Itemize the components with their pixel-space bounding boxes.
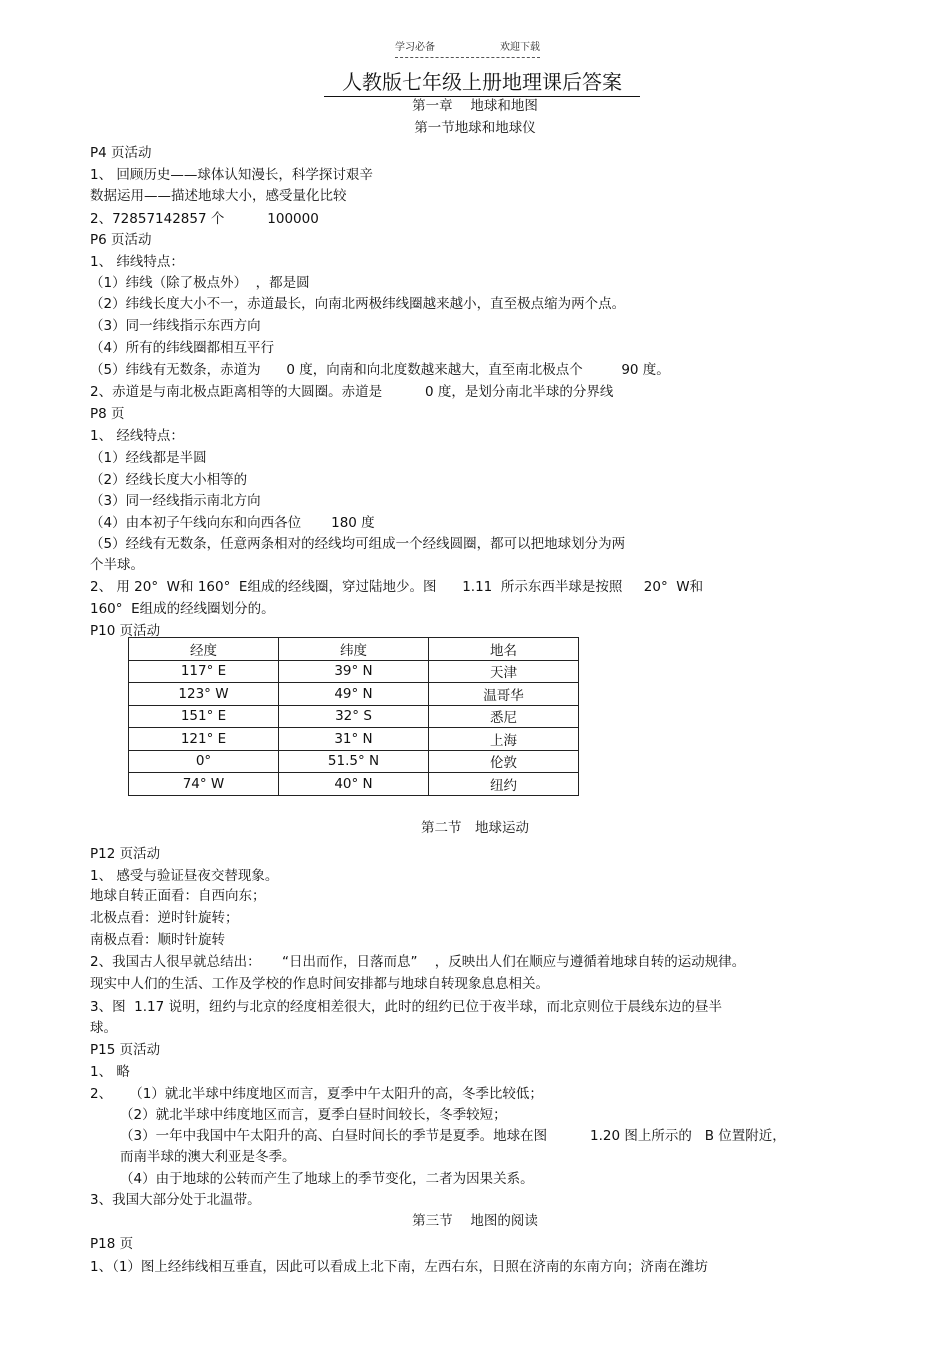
paragraph-line: 2、赤道是与南北极点距离相等的大圆圈。赤道是 0 度，是划分南北半球的分界线 [90, 384, 614, 400]
paragraph-line: （2）就北半球中纬度地区而言，夏季白昼时间较长，冬季较短； [120, 1107, 507, 1123]
paragraph-line: （4）所有的纬线圈都相互平行 [90, 340, 275, 356]
table-cell: 伦敦 [429, 750, 579, 773]
paragraph-line: 球。 [90, 1020, 117, 1036]
table-cell: 74° W [129, 773, 279, 796]
table-row [129, 773, 579, 796]
table-cell: 40° N [279, 773, 429, 796]
paragraph-line: （1）纬线（除了极点外） ，都是圆 [90, 275, 310, 291]
paragraph-line: 数据运用——描述地球大小，感受量化比较 [90, 188, 347, 204]
table-cell: 123° W [129, 683, 279, 706]
paragraph-line: 1、 纬线特点： [90, 254, 184, 270]
paragraph-line: 3、图 1.17 说明，纽约与北京的经度相差很大，此时的纽约已位于夜半球，而北京则位于晨线东边的昼半 [90, 999, 723, 1015]
paragraph-line: （2）经线长度大小相等的 [90, 472, 248, 488]
column-header: 纬度 [279, 638, 429, 661]
table-row [129, 728, 579, 751]
coordinates-table [128, 637, 579, 796]
table-cell: 31° N [279, 728, 429, 751]
table-row [129, 750, 579, 773]
paragraph-line: 3、我国大部分处于北温带。 [90, 1192, 261, 1208]
header-right: 欢迎下载 [500, 42, 540, 53]
table-cell: 121° E [129, 728, 279, 751]
header-left: 学习必备 [395, 42, 435, 53]
table-row [129, 683, 579, 706]
table-cell: 上海 [429, 728, 579, 751]
paragraph-line: 个半球。 [90, 557, 144, 573]
paragraph-line: 地球自转正面看：自西向东； [90, 888, 266, 904]
table-body [129, 660, 579, 795]
document-title: 人教版七年级上册地理课后答案 [0, 66, 950, 95]
paragraph-line: P4 页活动 [90, 145, 152, 161]
paragraph-line: 北极点看：逆时针旋转； [90, 910, 239, 926]
paragraph-line: （3）同一经线指示南北方向 [90, 493, 261, 509]
table-cell: 温哥华 [429, 683, 579, 706]
paragraph-line: 1、（1）图上经纬线相互垂直，因此可以看成上北下南，左西右东，日照在济南的东南方向；济南在潍坊 [90, 1259, 708, 1275]
paragraph-line: 2、72857142857 个 100000 [90, 211, 319, 227]
paragraph-line: （4）由于地球的公转而产生了地球上的季节变化，二者为因果关系。 [120, 1171, 534, 1187]
paragraph-line: P12 页活动 [90, 846, 161, 862]
paragraph-line: （5）纬线有无数条，赤道为 0 度，向南和向北度数越来越大，直至南北极点个 90 度。 [90, 362, 670, 378]
page-header [395, 38, 540, 58]
paragraph-line: 南极点看：顺时针旋转 [90, 932, 225, 948]
paragraph-line: 2、 用 20° W和 160° E组成的经线圈，穿过陆地少。图 1.11 所示东西半球是按照 20° W和 [90, 579, 704, 595]
paragraph-line: 2、 （1）就北半球中纬度地区而言，夏季中午太阳升的高，冬季比较低； [90, 1086, 543, 1102]
paragraph-line: 1、 略 [90, 1064, 130, 1080]
paragraph-line: P8 页 [90, 406, 125, 422]
table-cell: 天津 [429, 660, 579, 683]
section-heading-2: 第二节 地球运动 [421, 820, 529, 836]
paragraph-line: （4）由本初子午线向东和向西各位 180 度 [90, 515, 375, 531]
section-heading-1: 第一节地球和地球仪 [414, 120, 536, 136]
paragraph-line: 160° E组成的经线圈划分的。 [90, 601, 275, 617]
table-cell: 51.5° N [279, 750, 429, 773]
paragraph-line: P18 页 [90, 1236, 134, 1252]
table-header-row [129, 638, 579, 661]
table-row [129, 660, 579, 683]
table-cell: 0° [129, 750, 279, 773]
table-cell: 39° N [279, 660, 429, 683]
paragraph-line: 1、 感受与验证昼夜交替现象。 [90, 868, 279, 884]
chapter-heading: 第一章 地球和地图 [412, 98, 538, 114]
table-cell: 悉尼 [429, 705, 579, 728]
section-heading-3: 第三节 地图的阅读 [412, 1213, 538, 1229]
paragraph-line: 1、 经线特点： [90, 428, 184, 444]
paragraph-line: P15 页活动 [90, 1042, 161, 1058]
table-cell: 纽约 [429, 773, 579, 796]
paragraph-line: 现实中人们的生活、工作及学校的作息时间安排都与地球自转现象息息相关。 [90, 976, 549, 992]
table-cell: 49° N [279, 683, 429, 706]
paragraph-line: （3）同一纬线指示东西方向 [90, 318, 261, 334]
paragraph-line: （3）一年中我国中午太阳升的高、白昼时间长的季节是夏季。地球在图 1.20 图上所示的 B 位置附近， [120, 1128, 786, 1144]
paragraph-line: 而南半球的澳大利亚是冬季。 [120, 1149, 296, 1165]
column-header: 地名 [429, 638, 579, 661]
paragraph-line: P10 页活动 [90, 623, 161, 639]
paragraph-line: 1、 回顾历史——球体认知漫长，科学探讨艰辛 [90, 167, 373, 183]
paragraph-line: P6 页活动 [90, 232, 152, 248]
paragraph-line: （2）纬线长度大小不一，赤道最长，向南北两极纬线圈越来越小，直至极点缩为两个点。 [90, 296, 626, 312]
paragraph-line: 2、我国古人很早就总结出： “日出而作，日落而息” ，反映出人们在顺应与遵循着地球自转的运动规律。 [90, 954, 746, 970]
table-row [129, 705, 579, 728]
paragraph-line: （1）经线都是半圆 [90, 450, 207, 466]
paragraph-line: （5）经线有无数条，任意两条相对的经线均可组成一个经线圆圈，都可以把地球划分为两 [90, 536, 626, 552]
table-cell: 32° S [279, 705, 429, 728]
column-header: 经度 [129, 638, 279, 661]
table-cell: 117° E [129, 660, 279, 683]
table-cell: 151° E [129, 705, 279, 728]
